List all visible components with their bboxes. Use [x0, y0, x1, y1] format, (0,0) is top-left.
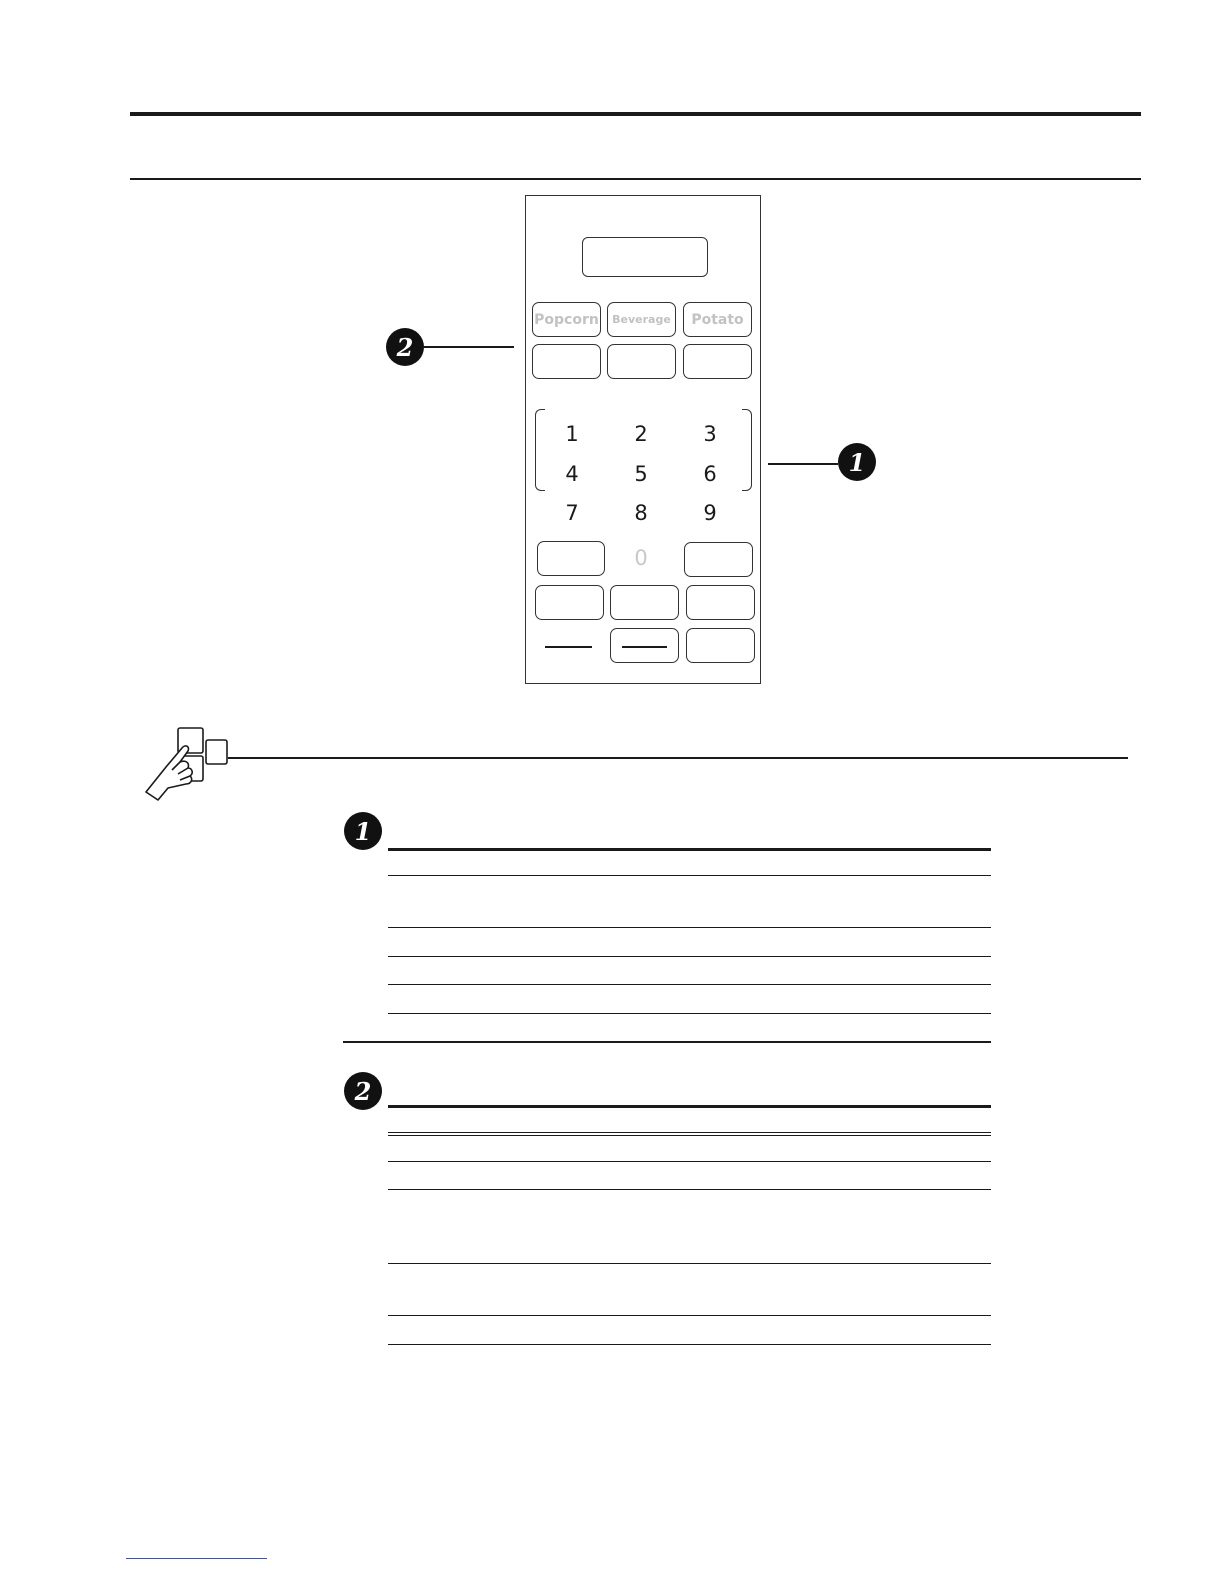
keypad-8[interactable]: 8	[634, 501, 648, 525]
section-2-row-rule-2	[388, 1161, 991, 1162]
section-1-number	[344, 812, 382, 850]
section-2-row-rule-5	[388, 1315, 991, 1316]
callout-1-leader-line	[768, 463, 838, 465]
callout-1-diagram-label: 1	[848, 447, 866, 477]
section-1-header-rule	[388, 848, 991, 851]
keypad-bracket-left	[535, 409, 545, 491]
top-thin-rule	[130, 178, 1141, 180]
lower-button-middle[interactable]	[610, 585, 679, 620]
section-2-header-rule	[388, 1105, 991, 1108]
panel-display-window	[582, 237, 708, 277]
button-right-of-zero[interactable]	[684, 542, 753, 577]
keypad-1[interactable]: 1	[565, 422, 579, 446]
footer-link-underline[interactable]	[126, 1558, 267, 1559]
callout-2-leader-line	[424, 346, 514, 348]
section-2-number-label: 2	[354, 1076, 372, 1106]
section-2-row-rule-4	[388, 1263, 991, 1264]
keypad-5[interactable]: 5	[634, 462, 648, 486]
keypad-2[interactable]: 2	[634, 422, 648, 446]
keypad-0[interactable]: 0	[634, 546, 648, 570]
section-2-row-rule-1b	[388, 1135, 991, 1136]
section-2-number	[344, 1072, 382, 1110]
section-2-row-rule-3	[388, 1189, 991, 1190]
bottom-middle-dash	[622, 646, 667, 648]
lower-button-right[interactable]	[686, 585, 755, 620]
section-1-row-rule-3	[388, 956, 991, 957]
keypad-9[interactable]: 9	[703, 501, 717, 525]
section-2-row-rule-6	[388, 1344, 991, 1345]
section-1-row-rule-2	[388, 927, 991, 928]
popcorn-button-label: Popcorn	[534, 311, 599, 328]
section-1-number-label: 1	[354, 816, 372, 846]
row2-button-middle[interactable]	[607, 344, 676, 379]
popcorn-button[interactable]	[532, 302, 601, 337]
bottom-button-right[interactable]	[686, 628, 755, 663]
potato-button[interactable]	[683, 302, 752, 337]
section-1-row-rule-1	[388, 875, 991, 876]
row2-button-right[interactable]	[683, 344, 752, 379]
section-2-row-rule-1a	[388, 1132, 991, 1133]
section-divider-rule	[343, 1041, 991, 1043]
keypad-6[interactable]: 6	[703, 462, 717, 486]
beverage-button-label: Beverage	[612, 313, 671, 326]
section-1-row-rule-5	[388, 1013, 991, 1014]
bottom-left-dash	[545, 646, 592, 648]
hand-section-rule	[228, 757, 1128, 759]
potato-button-label: Potato	[691, 311, 744, 328]
section-1-row-rule-4	[388, 984, 991, 985]
beverage-button[interactable]	[607, 302, 676, 337]
keypad-7[interactable]: 7	[565, 501, 579, 525]
keypad-bracket-right	[742, 409, 752, 491]
top-heavy-rule	[130, 112, 1141, 116]
callout-2-diagram	[386, 328, 424, 366]
row2-button-left[interactable]	[532, 344, 601, 379]
keypad-3[interactable]: 3	[703, 422, 717, 446]
keypad-4[interactable]: 4	[565, 462, 579, 486]
callout-1-diagram	[838, 443, 876, 481]
callout-2-diagram-label: 2	[396, 332, 414, 362]
button-left-of-zero[interactable]	[537, 541, 605, 576]
hand-pressing-button-icon	[138, 722, 234, 808]
lower-button-left[interactable]	[535, 585, 604, 620]
